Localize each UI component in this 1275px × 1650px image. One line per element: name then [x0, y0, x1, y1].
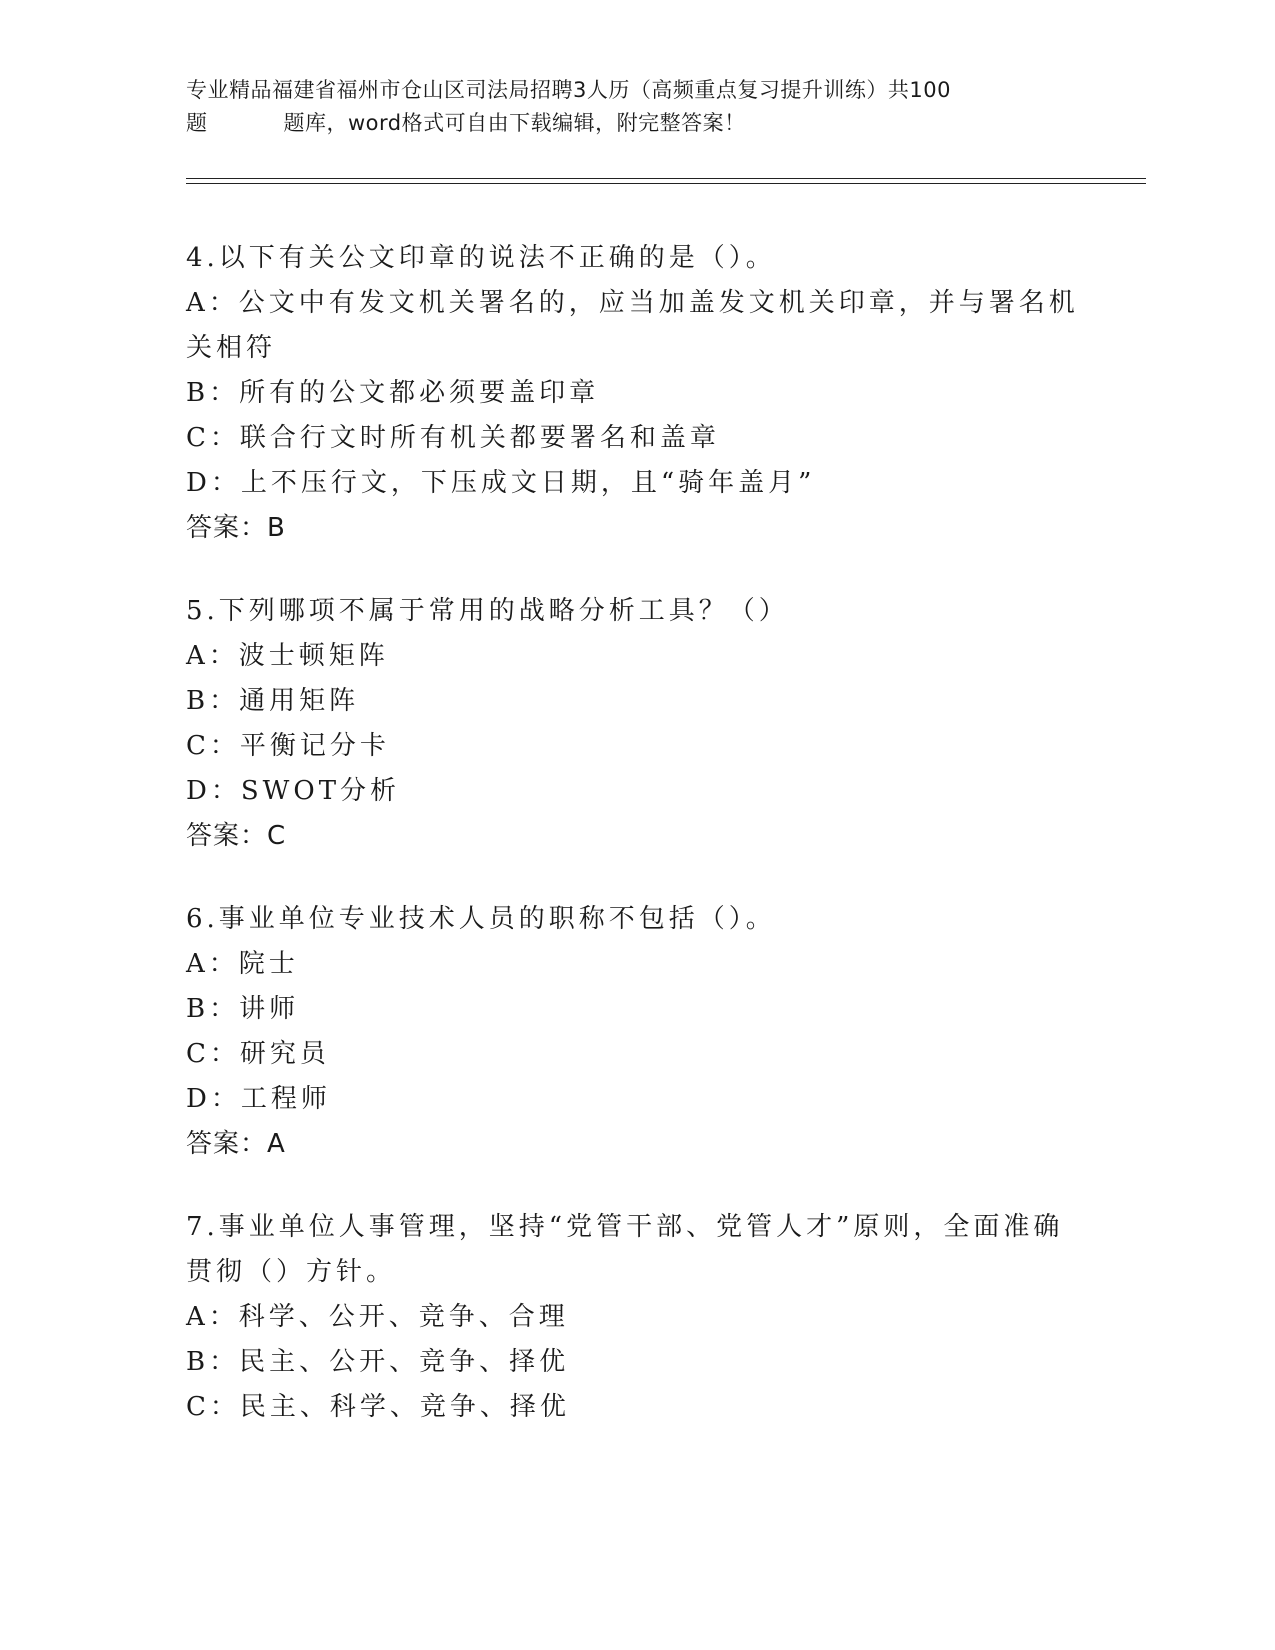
- option-d: D：工程师: [186, 1084, 331, 1114]
- header-divider-bottom: [186, 183, 1146, 184]
- question-item: [186, 897, 1086, 1167]
- option-b: B：通用矩阵: [186, 686, 360, 716]
- option-a: A：公文中有发文机关署名的，应当加盖发文机关印章，并与署名机关相符: [186, 288, 1079, 363]
- header-title-line2-right: 题库，word格式可自由下载编辑，附完整答案！: [283, 111, 746, 135]
- option-b: B：民主、公开、竞争、择优: [186, 1347, 570, 1377]
- option-a: A：波士顿矩阵: [186, 641, 389, 671]
- option-c: C：研究员: [186, 1039, 330, 1069]
- option-c: C：平衡记分卡: [186, 731, 390, 761]
- question-item: [186, 589, 1086, 859]
- answer-label: 答案：B: [186, 513, 286, 543]
- question-list: [186, 236, 1086, 1468]
- header-title-line2: [186, 107, 1086, 140]
- header-gap: [208, 107, 284, 140]
- question-text: 4.以下有关公文印章的说法不正确的是（）。: [186, 243, 776, 273]
- option-c: C：民主、科学、竞争、择优: [186, 1392, 570, 1422]
- answer-label: 答案：C: [186, 821, 287, 851]
- option-d: D：上不压行文，下压成文日期，且“骑年盖月”: [186, 468, 816, 498]
- header-divider-top: [186, 178, 1146, 179]
- answer-label: 答案：A: [186, 1129, 286, 1159]
- option-b: B：所有的公文都必须要盖印章: [186, 378, 600, 408]
- question-item: [186, 1205, 1086, 1430]
- option-d: D：SWOT分析: [186, 776, 401, 806]
- question-item: [186, 236, 1086, 551]
- question-text: 6.事业单位专业技术人员的职称不包括（）。: [186, 904, 776, 934]
- header-title-line1: 专业精品福建省福州市仓山区司法局招聘3人历（高频重点复习提升训练）共100: [186, 78, 951, 102]
- question-text: 5.下列哪项不属于常用的战略分析工具？（）: [186, 596, 789, 626]
- option-c: C：联合行文时所有机关都要署名和盖章: [186, 423, 720, 453]
- option-a: A：院士: [186, 949, 299, 979]
- option-b: B：讲师: [186, 994, 300, 1024]
- header-title-line2-left: 题: [186, 111, 208, 135]
- document-header: [186, 74, 1086, 140]
- question-text: 7.事业单位人事管理，坚持“党管干部、党管人才”原则，全面准确贯彻（）方针。: [186, 1212, 1064, 1287]
- option-a: A：科学、公开、竞争、合理: [186, 1302, 569, 1332]
